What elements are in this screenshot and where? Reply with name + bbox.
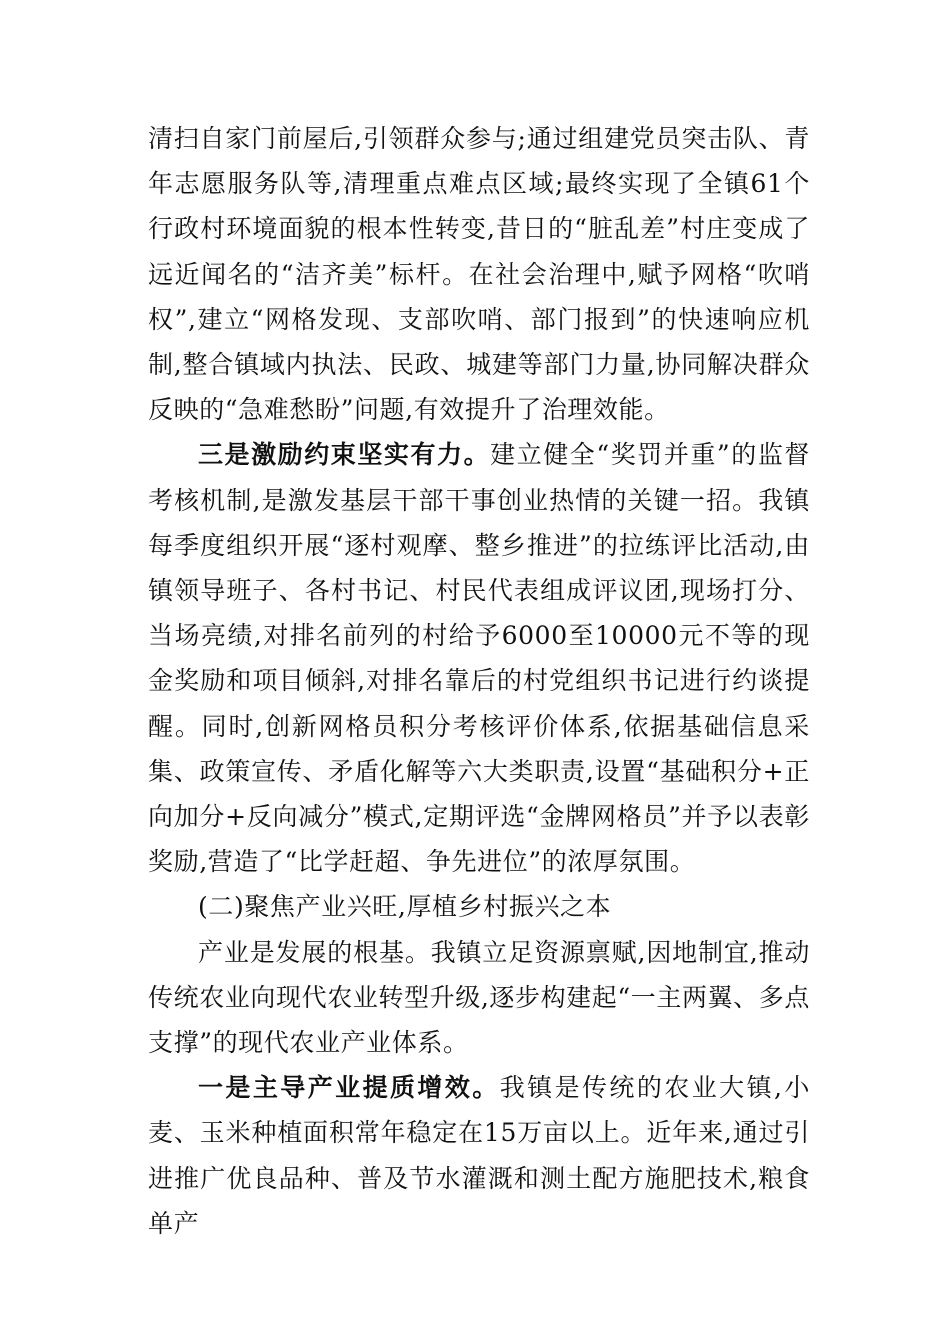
section-heading: (二)聚焦产业兴旺,厚植乡村振兴之本 [198, 892, 612, 922]
paragraph-leading-industry [148, 1065, 810, 1246]
paragraph-environment-governance: 清扫自家门前屋后,引领群众参与;通过组建党员突击队、青年志愿服务队等,清理重点难点区域;最终实现了全镇61个行政村环境面貌的根本性转变,昔日的“脏乱差”村庄变成了远近闻名的“洁齐美”标杆。在社会治理中,赋予网格“吹哨权”,建立“网格发现、支部吹哨、部门报到”的快速响应机制,整合镇域内执法、民政、城建等部门力量,协同解决群众反映的“急难愁盼”问题,有效提升了治理效能。 [148, 124, 810, 425]
document-body [148, 116, 810, 1246]
paragraph-industry-intro: 产业是发展的根基。我镇立足资源禀赋,因地制宜,推动传统农业向现代农业转型升级,逐步构建起“一主两翼、多点支撑”的现代农业产业体系。 [148, 937, 810, 1058]
paragraph-body-text: 我镇是传统的农业大镇,小麦、玉米种植面积常年稳定在15万亩以上。近年来,通过引进推广优良品种、普及节水灌溉和测土配方施肥技术,粮食单产 [148, 1073, 810, 1238]
paragraph-lead-heading: 三是激励约束坚实有力。 [198, 440, 491, 470]
paragraph-lead-heading: 一是主导产业提质增效。 [198, 1073, 500, 1103]
paragraph-incentive-mechanism [148, 432, 810, 884]
paragraph-body-text: 建立健全“奖罚并重”的监督考核机制,是激发基层干部干事创业热情的关键一招。我镇每季度组织开展“逐村观摩、整乡推进”的拉练评比活动,由镇领导班子、各村书记、村民代表组成评议团,现场打分、当场亮绩,对排名前列的村给予6000至10000元不等的现金奖励和项目倾斜,对排名靠后的村党组织书记进行约谈提醒。同时,创新网格员积分考核评价体系,依据基础信息采集、政策宣传、矛盾化解等六大类职责,设置“基础积分+正向加分+反向减分”模式,定期评选“金牌网格员”并予以表彰奖励,营造了“比学赶超、争先进位”的浓厚氛围。 [148, 440, 810, 877]
